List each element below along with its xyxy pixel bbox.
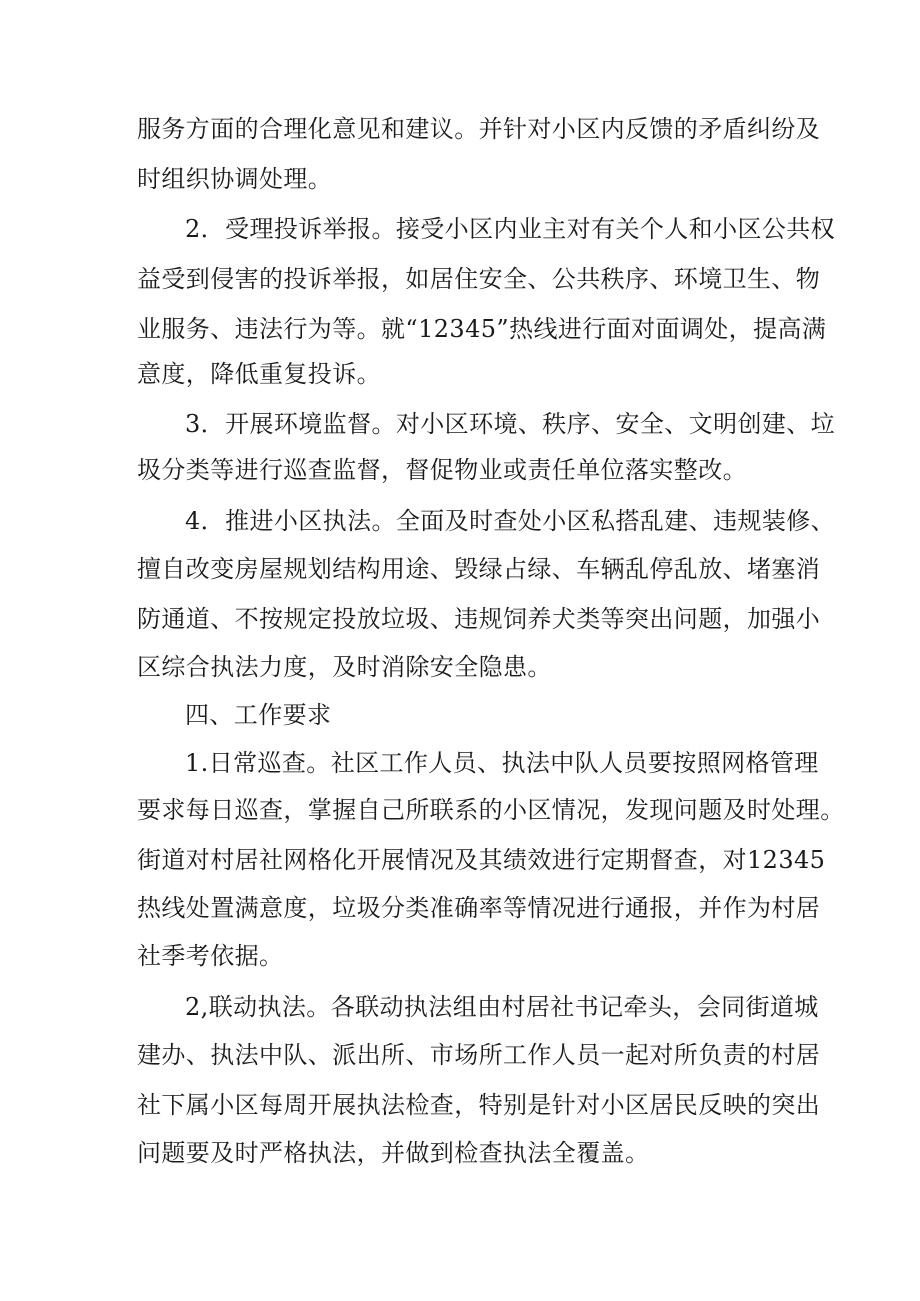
text-line: 问题要及时严格执法，并做到检查执法全覆盖。	[137, 1139, 650, 1167]
text-line: 防通道、不按规定投放垃圾、违规饲养犬类等突出问题，加强小	[137, 605, 821, 633]
text-line: 社季考依据。	[137, 942, 284, 970]
paragraph-first-line: 4．推进小区执法。全面及时查处小区私搭乱建、违规装修、	[185, 507, 836, 535]
text-line: 要求每日巡查，掌握自己所联系的小区情况，发现问题及时处理。	[137, 796, 845, 824]
text-line: 业服务、违法行为等。就“12345”热线进行面对面调处，提高满	[137, 315, 827, 343]
paragraph-first-line: 2,联动执法。各联动执法组由村居社书记牵头，会同街道城	[185, 993, 819, 1021]
paragraph-first-line: 3．开展环境监督。对小区环境、秩序、安全、文明创建、垃	[185, 410, 836, 438]
text-line: 服务方面的合理化意见和建议。并针对小区内反馈的矛盾纠纷及	[137, 115, 821, 143]
paragraph-first-line: 1.日常巡查。社区工作人员、执法中队人员要按照网格管理	[185, 749, 819, 777]
text-line: 热线处置满意度，垃圾分类准确率等情况进行通报，并作为村居	[137, 894, 821, 922]
text-line: 时组织协调处理。	[137, 165, 333, 193]
text-line: 擅自改变房屋规划结构用途、毁绿占绿、车辆乱停乱放、堵塞消	[137, 555, 821, 583]
text-line: 意度，降低重复投诉。	[137, 360, 381, 388]
text-line: 建办、执法中队、派出所、市场所工作人员一起对所负责的村居	[137, 1041, 821, 1069]
text-line: 益受到侵害的投诉举报，如居住安全、公共秩序、环境卫生、物	[137, 265, 821, 293]
text-line: 街道对村居社网格化开展情况及其绩效进行定期督查，对12345	[137, 846, 826, 874]
text-line: 圾分类等进行巡查监督，督促物业或责任单位落实整改。	[137, 456, 747, 484]
section-heading: 四、工作要求	[185, 701, 332, 729]
paragraph-first-line: 2．受理投诉举报。接受小区内业主对有关个人和小区公共权	[185, 215, 836, 243]
text-line: 社下属小区每周开展执法检查，特别是针对小区居民反映的突出	[137, 1091, 821, 1119]
text-line: 区综合执法力度，及时消除安全隐患。	[137, 653, 552, 681]
